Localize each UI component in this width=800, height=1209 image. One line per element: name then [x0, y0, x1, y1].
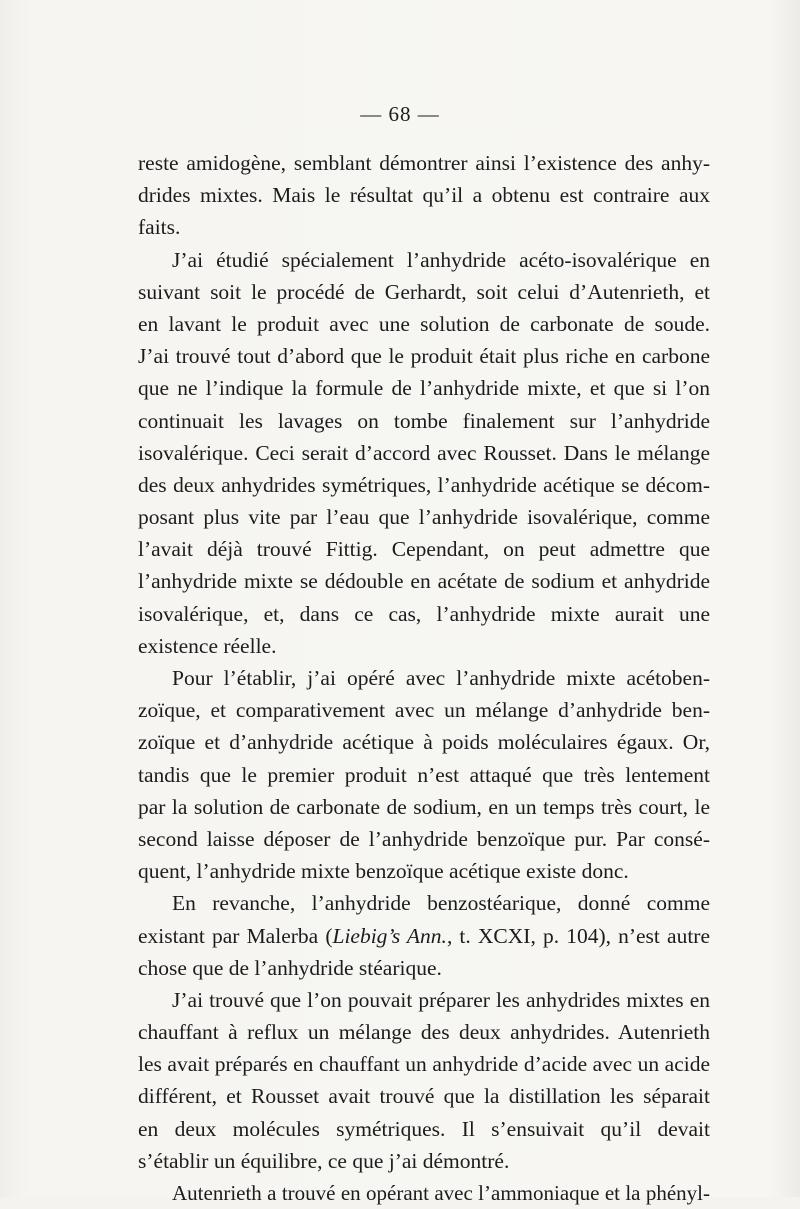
text-line: que ne l’indique la formule de l’anhydride mixte, et que si l’on	[138, 376, 710, 401]
text-line: isovalérique, et, dans ce cas, l’anhydride mixte aurait une	[138, 601, 710, 626]
text-line: existence réelle.	[138, 633, 277, 658]
text-line: En revanche, l’anhydride benzostéarique, donné comme	[172, 891, 710, 916]
text-line: reste amidogène, semblant démontrer ainsi l’existence des anhy-	[138, 151, 710, 175]
text-line: l’avait déjà trouvé Fittig. Cependant, on peut admettre que	[138, 537, 710, 562]
body-text	[138, 147, 710, 1209]
text-line: isovalérique. Ceci serait d’accord avec Rousset. Dans le mélange	[138, 440, 710, 465]
text-line: drides mixtes. Mais le résultat qu’il a obtenu est contraire aux	[138, 183, 710, 208]
text-line: second laisse déposer de l’anhydride benzoïque pur. Par consé-	[138, 826, 710, 851]
text-segment: existant par Malerba (	[138, 923, 333, 948]
text-line: zoïque et d’anhydride acétique à poids moléculaires égaux. Or,	[138, 730, 710, 755]
text-line: continuait les lavages on tombe finalement sur l’anhydride	[138, 408, 710, 433]
text-line: s’établir un équilibre, ce que j’ai démontré.	[138, 1148, 510, 1173]
text-line: Pour l’établir, j’ai opéré avec l’anhydride mixte acétoben-	[172, 666, 710, 690]
text-segment: , t. XCXI, p. 104), n’est autre	[446, 923, 710, 948]
citation-title: Liebig’s Ann.	[332, 923, 447, 948]
text-line: différent, et Rousset avait trouvé que la distillation les séparait	[138, 1084, 710, 1109]
page-number: — 68 —	[360, 102, 440, 126]
text-line: chauffant à reflux un mélange des deux anhydrides. Autenrieth	[138, 1020, 710, 1045]
text-line: Autenrieth a trouvé en opérant avec l’ammoniaque et la phényl-	[172, 1181, 710, 1205]
text-line: zoïque, et comparativement avec un mélange d’anhydride ben-	[138, 698, 710, 723]
text-line: J’ai trouvé que l’on pouvait préparer les anhydrides mixtes en	[172, 987, 710, 1012]
text-line: J’ai trouvé tout d’abord que le produit était plus riche en carbone	[138, 344, 710, 369]
text-line	[138, 920, 710, 952]
text-line: en deux molécules symétriques. Il s’ensuivait qu’il devait	[138, 1116, 710, 1141]
text-line: en lavant le produit avec une solution de carbonate de soude.	[138, 311, 710, 336]
text-line: quent, l’anhydride mixte benzoïque acétique existe donc.	[138, 859, 629, 884]
text-line: des deux anhydrides symétriques, l’anhydride acétique se décom-	[138, 472, 710, 497]
text-line: faits.	[138, 215, 181, 240]
text-line: les avait préparés en chauffant un anhydride d’acide avec un acide	[138, 1052, 710, 1077]
text-line: J’ai étudié spécialement l’anhydride acéto-isovalérique en	[172, 247, 710, 272]
text-line: posant plus vite par l’eau que l’anhydride isovalérique, comme	[138, 505, 710, 530]
text-line: par la solution de carbonate de sodium, en un temps très court, le	[138, 794, 710, 819]
text-line: l’anhydride mixte se dédouble en acétate de sodium et anhydride	[138, 569, 710, 594]
text-line: tandis que le premier produit n’est attaqué que très lentement	[138, 762, 710, 787]
text-line: chose que de l’anhydride stéarique.	[138, 955, 442, 980]
text-line: suivant soit le procédé de Gerhardt, soit celui d’Autenrieth, et	[138, 279, 710, 304]
